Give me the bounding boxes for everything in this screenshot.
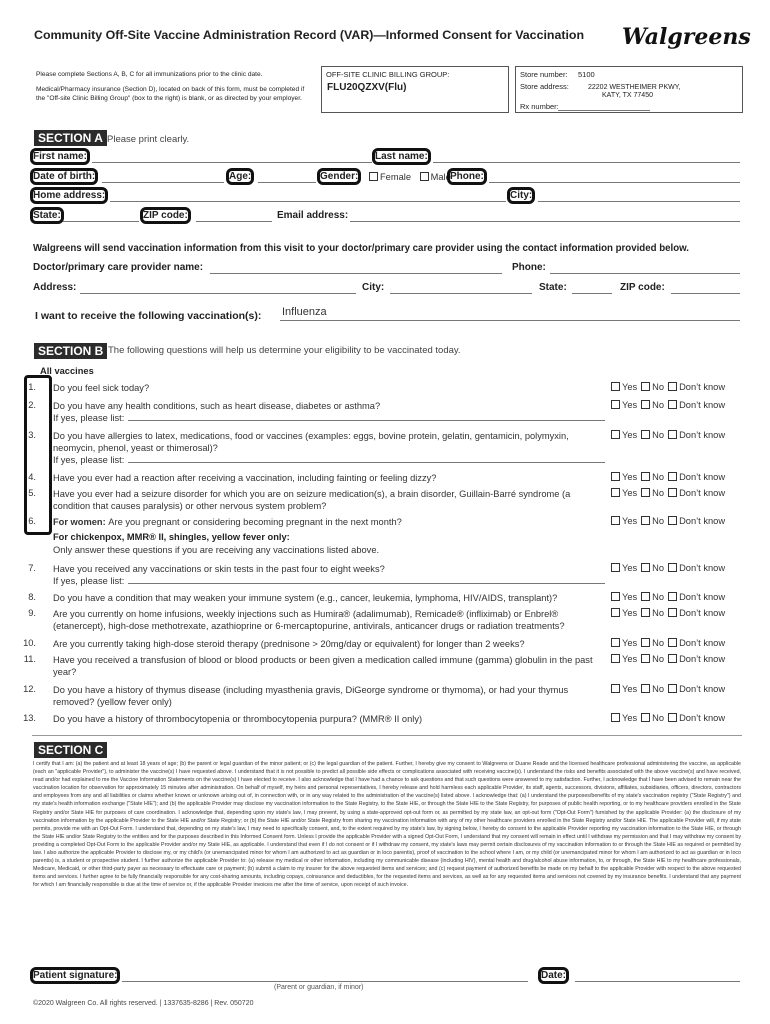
yes-label: Yes (622, 713, 638, 723)
yes-checkbox[interactable] (611, 638, 620, 647)
signature-field[interactable] (122, 981, 528, 982)
form-title: Community Off-Site Vaccine Administration Record (VAR)—Informed Consent for Vaccination (34, 28, 585, 42)
provider-address-field[interactable] (80, 293, 356, 294)
yes-checkbox[interactable] (611, 516, 620, 525)
no-label: No (652, 472, 665, 482)
question-number: 4. (28, 472, 36, 482)
email-field[interactable] (350, 221, 740, 222)
all-vaccines-heading: All vaccines (40, 366, 94, 376)
yes-checkbox[interactable] (611, 592, 620, 601)
yes-label: Yes (622, 654, 638, 664)
question-number: 3. (28, 430, 36, 440)
date-field[interactable] (575, 981, 740, 982)
provider-notice: Walgreens will send vaccination information from this visit to your doctor/primary care provider using the contact information provided below. (33, 243, 689, 254)
yes-label: Yes (622, 563, 638, 573)
store-address-line2: KATY, TX 77450 (602, 92, 653, 99)
gender-label: Gender: (320, 171, 359, 182)
yes-label: Yes (622, 608, 638, 618)
last-name-field[interactable] (433, 162, 740, 163)
store-number: 5100 (578, 70, 595, 79)
question-text (53, 488, 605, 512)
section-c-divider (32, 735, 742, 736)
question-body: Have you received any vaccinations or skin tests in the past four to eight weeks? (53, 564, 385, 574)
dont-know-label: Don’t know (679, 382, 726, 392)
dont-know-checkbox[interactable] (668, 638, 677, 647)
question-text (53, 638, 605, 650)
no-label: No (652, 713, 665, 723)
no-checkbox[interactable] (641, 488, 650, 497)
dont-know-checkbox[interactable] (668, 563, 677, 572)
store-box (515, 66, 743, 113)
no-checkbox[interactable] (641, 382, 650, 391)
billing-group-box (321, 66, 509, 113)
zip-field[interactable] (196, 221, 272, 222)
answer-options (611, 472, 725, 482)
yes-checkbox[interactable] (611, 608, 620, 617)
no-label: No (652, 592, 665, 602)
city-label: City: (510, 190, 533, 201)
question-number: 2. (28, 400, 36, 410)
yes-label: Yes (622, 472, 638, 482)
if-yes-label: If yes, please list: (53, 576, 125, 586)
no-checkbox[interactable] (641, 608, 650, 617)
city-field[interactable] (538, 201, 740, 202)
question-body: Have you received a transfusion of blood or blood products or been given a medication called immune (gamma) globulin in the past year? (53, 655, 593, 677)
section-a-label: SECTION A (34, 130, 107, 146)
dont-know-label: Don’t know (679, 654, 726, 664)
question-text (53, 400, 605, 424)
age-field[interactable] (258, 182, 316, 183)
walgreens-logo: Walgreens (622, 24, 751, 50)
no-label: No (652, 608, 665, 618)
yes-checkbox[interactable] (611, 654, 620, 663)
question-sublabel (53, 575, 605, 587)
no-label: No (652, 430, 665, 440)
question-sublabel (53, 454, 605, 466)
no-label: No (652, 400, 665, 410)
answer-options (611, 382, 725, 392)
question-text (53, 563, 605, 587)
rx-number-line[interactable] (558, 110, 650, 111)
store-address-line1: 22202 WESTHEIMER PKWY, (588, 84, 681, 91)
no-checkbox[interactable] (641, 430, 650, 439)
first-name-field[interactable] (92, 162, 372, 163)
home-address-label: Home address: (33, 190, 106, 201)
no-checkbox[interactable] (641, 563, 650, 572)
date-label: Date: (541, 970, 567, 981)
dont-know-checkbox[interactable] (668, 592, 677, 601)
yes-label: Yes (622, 382, 638, 392)
dont-know-label: Don’t know (679, 608, 726, 618)
dont-know-checkbox[interactable] (668, 430, 677, 439)
email-label: Email address: (277, 210, 349, 221)
provider-zip-field[interactable] (671, 293, 740, 294)
instructions-line2: Medical/Pharmacy insurance (Section D), located on back of this form, must be completed if the "Off-site Clinic Billing Group" (box to the right) is blank, or as directed by your employer. (36, 86, 305, 102)
yes-label: Yes (622, 488, 638, 498)
dob-label: Date of birth: (33, 171, 96, 182)
question-body: Are you currently taking high-dose steroid therapy (prednisone > 20mg/day or equivalent) for longer than 2 weeks? (53, 639, 525, 649)
dont-know-checkbox[interactable] (668, 400, 677, 409)
last-name-label: Last name: (375, 151, 428, 162)
question-text (53, 654, 605, 678)
question-text (53, 713, 605, 725)
home-address-field[interactable] (110, 201, 506, 202)
vaccination-line (280, 320, 740, 321)
yes-checkbox[interactable] (611, 488, 620, 497)
yes-checkbox[interactable] (611, 563, 620, 572)
dont-know-checkbox[interactable] (668, 382, 677, 391)
dont-know-label: Don’t know (679, 516, 726, 526)
subgroup-note: Only answer these questions if you are receiving any vaccinations listed above. (53, 545, 380, 555)
no-label: No (652, 516, 665, 526)
no-label: No (652, 684, 665, 694)
no-label: No (652, 638, 665, 648)
no-checkbox[interactable] (641, 713, 650, 722)
question-number: 1. (28, 382, 36, 392)
first-name-label: First name: (33, 151, 87, 162)
instructions (36, 70, 306, 103)
question-body: Are you pregnant or considering becoming pregnant in the next month? (108, 517, 402, 527)
dont-know-checkbox[interactable] (668, 713, 677, 722)
yes-checkbox[interactable] (611, 713, 620, 722)
question-body: Do you feel sick today? (53, 383, 150, 393)
yes-checkbox[interactable] (611, 430, 620, 439)
question-number: 12. (23, 684, 36, 694)
male-label: Male (430, 172, 451, 182)
question-sublabel (53, 412, 605, 424)
dont-know-label: Don’t know (679, 638, 726, 648)
vaccination-label: I want to receive the following vaccination(s): (35, 310, 262, 322)
if-yes-label: If yes, please list: (53, 413, 125, 423)
no-checkbox[interactable] (641, 684, 650, 693)
provider-city-label: City: (362, 282, 385, 293)
question-body: Do you have allergies to latex, medications, food or vaccines (examples: eggs, bovine protein, gelatin, gentamicin, polymyxin, neomycin, phenol, yeast or thimerosal)? (53, 431, 569, 453)
dont-know-checkbox[interactable] (668, 488, 677, 497)
answer-options (611, 638, 725, 648)
provider-city-field[interactable] (390, 293, 532, 294)
if-yes-label: If yes, please list: (53, 455, 125, 465)
zip-label: ZIP code: (143, 210, 188, 221)
if-yes-field[interactable] (128, 454, 605, 463)
yes-label: Yes (622, 592, 638, 602)
dont-know-checkbox[interactable] (668, 608, 677, 617)
question-body: Have you ever had a seizure disorder for which you are on seizure medication(s), a brain disorder, Guillain-Barré syndrome (a condition that causes paralysis) or other nervous system problem? (53, 489, 571, 511)
no-checkbox[interactable] (641, 638, 650, 647)
no-label: No (652, 654, 665, 664)
provider-phone-field[interactable] (550, 273, 740, 274)
yes-label: Yes (622, 400, 638, 410)
no-label: No (652, 382, 665, 392)
section-c-label: SECTION C (34, 742, 107, 758)
rx-number-label: Rx number: (520, 102, 559, 111)
provider-zip-label: ZIP code: (620, 282, 665, 293)
question-text (53, 382, 605, 394)
question-text (53, 516, 605, 528)
question-number: 6. (28, 516, 36, 526)
no-checkbox[interactable] (641, 654, 650, 663)
female-checkbox[interactable] (369, 172, 378, 181)
if-yes-field[interactable] (128, 412, 605, 421)
provider-address-label: Address: (33, 282, 77, 293)
provider-name-field[interactable] (210, 273, 502, 274)
yes-checkbox[interactable] (611, 684, 620, 693)
store-number-label: Store number: (520, 70, 568, 79)
answer-options (611, 516, 725, 526)
question-number: 11. (23, 654, 36, 664)
question-text (53, 592, 605, 604)
dont-know-checkbox[interactable] (668, 516, 677, 525)
dont-know-label: Don’t know (679, 400, 726, 410)
footer-copyright: ©2020 Walgreen Co. All rights reserved. | 1337635-8286 | Rev. 050720 (33, 1000, 254, 1007)
dont-know-checkbox[interactable] (668, 684, 677, 693)
section-b-label: SECTION B (34, 343, 107, 359)
age-label: Age: (229, 171, 252, 182)
store-address-label: Store address: (520, 82, 569, 91)
question-number: 9. (28, 608, 36, 618)
answer-options (611, 400, 725, 410)
question-text (53, 684, 605, 708)
yes-checkbox[interactable] (611, 472, 620, 481)
yes-checkbox[interactable] (611, 382, 620, 391)
state-label: State: (33, 210, 61, 221)
answer-options (611, 563, 725, 573)
signature-label: Patient signature: (33, 970, 118, 981)
no-label: No (652, 488, 665, 498)
consent-text: I certify that I am: (a) the patient and at least 18 years of age; (b) the parent or legal guardian of the minor patient; or (c) the legal guardian of the patient. Further, I hereby give my consent to Walgreens or Duane Reade and the licensed healthcare professional administering the vaccine, as applicable (each an "applicable Provider"), to administer the vaccine(s) I have requested above. I understand that it is not possible to predict all possible side effects or complications associated with receiving vaccine(s). I understand the risks and benefits associated with the above vaccine(s) and have received, read and/or had explained to me the Vaccine Information Statements on the vaccine(s) I have elected to receive. I also acknowledge that I have had a chance to ask questions and that such questions were answered to my satisfaction. Further, I acknowledge that I have been advised to remain near the vaccination location for observation for approximately 15 minutes after administration. On behalf of myself, my heirs and personal representatives, I hereby release and hold harmless each applicable Provider, its staff, agents, successors, divisions, affiliates, subsidiaries, officers, directors, contractors and employees from any and all liabilities or claims whether known or unknown arising out of, in connection with, or in any way related to the administration of the vaccine(s) listed above. I acknowledge that: (a) I understand the purposes/benefits of my state's vaccination registry ("State Registry") and my state's health information exchange ("State HIE"); and (b) the applicable Provider may disclose my vaccination information to the State Registry, to the State HIE, or through the State HIE to the State Registry, for purposes of public health reporting, or to my healthcare providers enrolled in the State Registry and/or State HIE for purposes of care coordination. I acknowledge that, depending upon my state's law, I may prevent, by using a state-approved opt-out form or, as permitted by my state law, an opt-out form ("Opt-Out Form") furnished by the applicable Provider: (a) the disclosure of my vaccination information by the applicable Provider to the State HIE and/or State Registry; or (b) the State HIE and/or State Registry from sharing my vaccination information with any of my other healthcare providers enrolled in the State Registry and/or State HIE. The applicable Provider will, if my state permits, provide me with an Opt-Out Form. I understand that, depending on my state's law, I may need to specifically consent, and, to the extent required by my state's law, by signing below, I hereby do consent to the applicable Provider reporting my vaccination information to the State HIE, or through the State HIE and/or State Registry to the entities and for the purposes described in this Informed Consent form. Unless I provide the applicable Provider with a signed Opt-Out Form, I understand that my consent will remain in effect until I withdraw my permission and that I may withdraw my consent by providing a completed Opt-Out Form to the applicable Provider and/or my State HIE, as applicable. I understand that even if I do not consent or if I withdraw my consent, my state's laws may permit certain disclosures of my vaccination information to or through the State HIE as required or permitted by law. I also authorize the applicable Provider to disclose my, or my child's (or unemancipated minor for whom I am authorized to act as guardian or in loco parentis), proof of vaccination to the school where I am, or my child (or unemancipated minor for whom I am authorized to act as guardian or in loco parentis) is, a student or prospective student. I further authorize the applicable Provider to: (a) release my medical or other information, including my communicable disease (including HIV), mental health and drug/alcohol abuse information, to, or through, the State HIE to my healthcare professionals, Medicare, Medicaid, or other third-party payer as necessary to effectuate care or payment; (b) submit a claim to my insurer for the above requested items and services; and (c) request payment of authorized benefits be made on my behalf to the applicable Provider with respect to the above requested items and services. I further agree to be fully financially responsible for any cost-sharing amounts, including copays, coinsurance and deductibles, for the requested items and services, as well as for any requested items and services not covered by my insurance benefits. I understand that any payment for which I am financially responsible is due at the time of service or, if the applicable Provider invoices me after the time of service, upon receipt of such invoice. (33, 761, 741, 889)
phone-label: Phone: (450, 171, 484, 182)
billing-group-label: OFF-SITE CLINIC BILLING GROUP: (326, 70, 450, 79)
vaccination-value[interactable]: Influenza (282, 306, 327, 318)
question-body: Do you have any health conditions, such as heart disease, diabetes or asthma? (53, 401, 381, 411)
provider-phone-label: Phone: (512, 262, 546, 273)
section-b-note: The following questions will help us determine your eligibility to be vaccinated today. (108, 345, 461, 356)
dont-know-label: Don’t know (679, 563, 726, 573)
billing-group-value: FLU20QZXV(Flu) (327, 82, 407, 93)
phone-field[interactable] (489, 182, 740, 183)
subgroup-title: For chickenpox, MMR® II, shingles, yellow fever only: (53, 532, 290, 542)
dont-know-label: Don’t know (679, 592, 726, 602)
dont-know-checkbox[interactable] (668, 654, 677, 663)
answer-options (611, 713, 725, 723)
question-body: Do you have a condition that may weaken your immune system (e.g., cancer, leukemia, lymphoma, HIV/AIDS, transplant)? (53, 593, 558, 603)
guardian-note: (Parent or guardian, if minor) (274, 984, 364, 991)
question-number: 7. (28, 563, 36, 573)
provider-state-field[interactable] (572, 293, 612, 294)
no-checkbox[interactable] (641, 592, 650, 601)
question-text (53, 472, 605, 484)
section-a-note: Please print clearly. (107, 134, 190, 145)
if-yes-field[interactable] (128, 575, 605, 584)
female-label: Female (380, 172, 412, 182)
question-text (53, 430, 605, 466)
dont-know-label: Don’t know (679, 430, 726, 440)
question-body: Are you currently on home infusions, weekly injections such as Humira® (adalimumab), Remicade® (infliximab) or Enbrel® (etanercept), high-dose methotrexate, azathioprine or 6-mercaptopurine, antivirals, anticancer drugs or radiation treatments? (53, 609, 565, 631)
dont-know-label: Don’t know (679, 713, 726, 723)
question-number: 10. (23, 638, 36, 648)
provider-name-label: Doctor/primary care provider name: (33, 262, 204, 273)
question-body: Do you have a history of thrombocytopenia or thrombocytopenia purpura? (MMR® II only) (53, 714, 423, 724)
dont-know-label: Don’t know (679, 472, 726, 482)
yes-label: Yes (622, 430, 638, 440)
answer-options (611, 654, 725, 664)
dont-know-label: Don’t know (679, 488, 726, 498)
question-number: 5. (28, 488, 36, 498)
question-body: Do you have a history of thymus disease (including myasthenia gravis, DiGeorge syndrome or thymoma), or had your thymus removed? (yellow fever only) (53, 685, 569, 707)
answer-options (611, 684, 725, 694)
yes-label: Yes (622, 638, 638, 648)
answer-options (611, 488, 725, 498)
question-emphasis: For women: (53, 517, 109, 527)
question-body: Have you ever had a reaction after receiving a vaccination, including fainting or feeling dizzy? (53, 473, 437, 483)
no-checkbox[interactable] (641, 472, 650, 481)
instructions-line1: Please complete Sections A, B, C for all immunizations prior to the clinic date. (36, 71, 263, 78)
no-checkbox[interactable] (641, 400, 650, 409)
state-field[interactable] (63, 221, 139, 222)
dob-field[interactable] (102, 182, 224, 183)
yes-label: Yes (622, 516, 638, 526)
provider-state-label: State: (539, 282, 567, 293)
no-checkbox[interactable] (641, 516, 650, 525)
male-checkbox[interactable] (420, 172, 429, 181)
numbers-highlight (24, 375, 52, 535)
question-number: 13. (23, 713, 36, 723)
gender-options (369, 172, 451, 182)
dont-know-label: Don’t know (679, 684, 726, 694)
question-number: 8. (28, 592, 36, 602)
question-text (53, 608, 605, 632)
answer-options (611, 430, 725, 440)
dont-know-checkbox[interactable] (668, 472, 677, 481)
answer-options (611, 608, 725, 618)
yes-label: Yes (622, 684, 638, 694)
answer-options (611, 592, 725, 602)
yes-checkbox[interactable] (611, 400, 620, 409)
no-label: No (652, 563, 665, 573)
